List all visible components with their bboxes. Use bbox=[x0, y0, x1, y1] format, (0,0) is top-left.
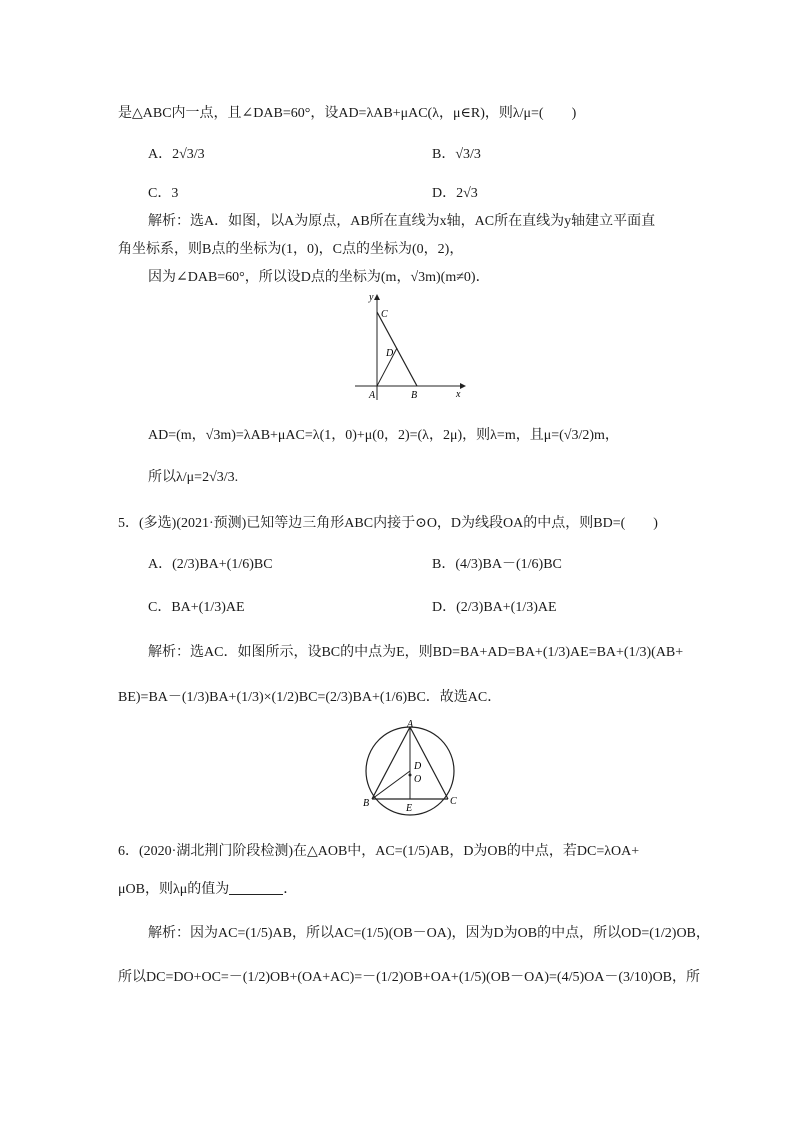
q6-solution-line-1: 解析：因为AC=(1/5)AB，所以AC=(1/5)(OB－OA)，因为D为OB的中点，所以OD=(1/2)OB， bbox=[148, 926, 710, 941]
point-d-label: D bbox=[386, 348, 394, 359]
q4-option-d: D．2√3 bbox=[432, 186, 478, 201]
axis-y-label: y bbox=[369, 292, 374, 303]
circle-figure bbox=[358, 718, 468, 823]
q4-option-a: A．2√3/3 bbox=[148, 147, 205, 162]
q4-solution-line-3: 因为∠DAB=60°，所以设D点的坐标为(m，√3m)(m≠0)． bbox=[148, 270, 490, 285]
q4-solution-line-1: 解析：选A．如图，以A为原点，AB所在直线为x轴，AC所在直线为y轴建立平面直 bbox=[148, 214, 656, 229]
q6-stem-end: ． bbox=[283, 882, 298, 897]
q5-option-d: D．(2/3)BA+(1/3)AE bbox=[432, 600, 557, 615]
q4-solution-line-2: 角坐标系，则B点的坐标为(1，0)，C点的坐标为(0，2)， bbox=[118, 242, 464, 257]
q4-solution-line-4: AD=(m，√3m)=λAB+μAC=λ(1，0)+μ(0，2)=(λ，2μ)，则λ=m，且μ=(√3/2)m， bbox=[148, 428, 619, 443]
point-c-label: C bbox=[450, 796, 457, 807]
point-b-label: B bbox=[363, 798, 370, 809]
point-d-label: D bbox=[414, 761, 422, 772]
coordinate-figure bbox=[350, 290, 470, 410]
point-a-label: A bbox=[369, 390, 376, 401]
q6-stem-text: μOB，则λμ的值为 bbox=[118, 882, 230, 897]
q6-stem-line-2 bbox=[118, 880, 297, 900]
q6-solution-line-2: 所以DC=DO+OC=－(1/2)OB+(OA+AC)=－(1/2)OB+OA+(1/5)(OB－OA)=(4/5)OA－(3/10)OB，所 bbox=[118, 970, 701, 985]
q4-option-b: B．√3/3 bbox=[432, 147, 481, 162]
q5-solution-line-2: BE)=BA－(1/3)BA+(1/3)×(1/2)BC=(2/3)BA+(1/6)BC．故选AC． bbox=[118, 690, 502, 705]
q5-stem: 5．(多选)(2021·预测)已知等边三角形ABC内接于⊙O，D为线段OA的中点，则BD=( ) bbox=[118, 516, 658, 531]
point-b-label: B bbox=[411, 390, 418, 401]
point-a-label: A bbox=[407, 719, 414, 730]
axis-x-label: x bbox=[456, 389, 461, 400]
q5-solution-line-1: 解析：选AC．如图所示，设BC的中点为E，则BD=BA+AD=BA+(1/3)AE=BA+(1/3)(AB+ bbox=[148, 645, 684, 660]
q4-option-c: C．3 bbox=[148, 186, 179, 201]
answer-blank bbox=[229, 880, 283, 895]
q5-option-b: B．(4/3)BA－(1/6)BC bbox=[432, 557, 562, 572]
q5-option-a: A．(2/3)BA+(1/6)BC bbox=[148, 557, 273, 572]
q6-stem-line-1: 6．(2020·湖北荆门阶段检测)在△AOB中，AC=(1/5)AB，D为OB的中点，若DC=λOA+ bbox=[118, 844, 640, 859]
q4-solution-line-5: 所以λ/μ=2√3/3. bbox=[148, 470, 239, 485]
q5-option-c: C．BA+(1/3)AE bbox=[148, 600, 245, 615]
point-c-label: C bbox=[381, 309, 388, 320]
q4-stem: 是△ABC内一点，且∠DAB=60°，设AD=λAB+μAC(λ，μ∈R)，则λ/μ=( ) bbox=[118, 106, 577, 121]
point-e-label: E bbox=[406, 803, 413, 814]
point-o-label: O bbox=[414, 774, 422, 785]
